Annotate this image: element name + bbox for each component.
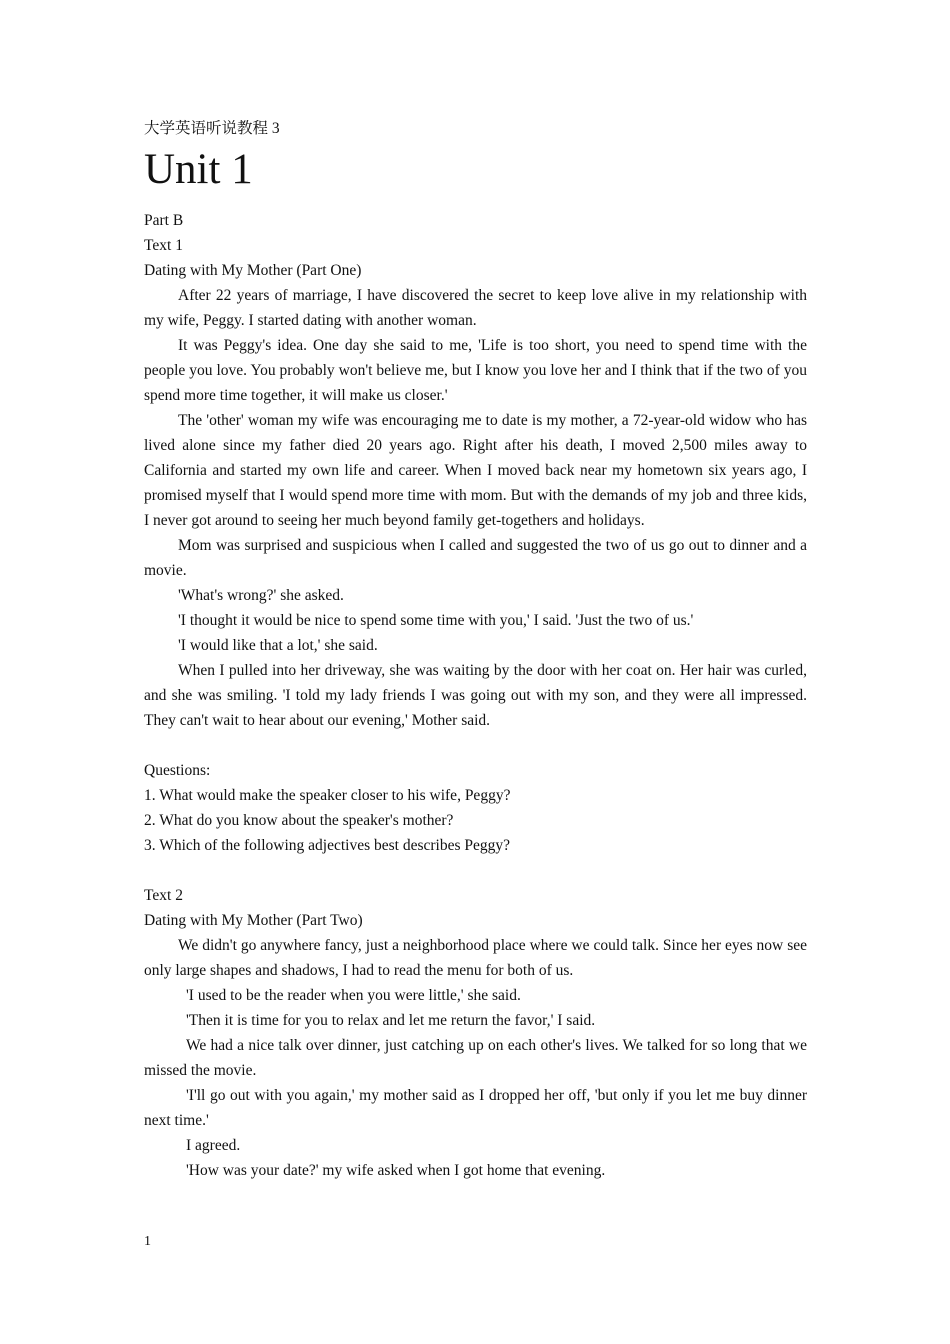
text2-paragraph: I agreed. bbox=[186, 1137, 241, 1154]
text1-paragraph: After 22 years of marriage, I have discovered the secret to keep love alive in my relationship with my wife, Peggy. I started dating with another woman. bbox=[144, 287, 807, 329]
text2-paragraph: We had a nice talk over dinner, just catching up on each other's lives. We talked for so long that we missed the movie. bbox=[144, 1037, 807, 1079]
text2-section bbox=[144, 883, 807, 1183]
text1-paragraph: The 'other' woman my wife was encouraging me to date is my mother, a 72-year-old widow who has lived alone since my father died 20 years ago. Right after his death, I moved 2,500 miles away to California and started my own life and career. When I moved back near my hometown six years ago, I promised myself that I would spend more time with mom. But with the demands of my job and three kids, I never got around to seeing her much beyond family get-togethers and holidays. bbox=[144, 412, 807, 529]
text2-paragraph: 'I'll go out with you again,' my mother said as I dropped her off, 'but only if you let me buy dinner next time.' bbox=[144, 1087, 807, 1129]
text2-paragraph: We didn't go anywhere fancy, just a neighborhood place where we could talk. Since her eyes now see only large shapes and shadows, I had to read the menu for both of us. bbox=[144, 937, 807, 979]
text1-paragraph: Mom was surprised and suspicious when I called and suggested the two of us go out to dinner and a movie. bbox=[144, 537, 807, 579]
questions-section bbox=[144, 758, 807, 858]
text1-section bbox=[144, 233, 807, 733]
text1-paragraph: When I pulled into her driveway, she was waiting by the door with her coat on. Her hair was curled, and she was smiling. 'I told my lady friends I was going out with my son, and they were all impressed. They can't wait to hear about our evening,' Mother said. bbox=[144, 662, 807, 729]
question-item: 2. What do you know about the speaker's mother? bbox=[144, 812, 454, 829]
text2-paragraph: 'How was your date?' my wife asked when I got home that evening. bbox=[186, 1162, 606, 1179]
text1-title: Dating with My Mother (Part One) bbox=[144, 262, 362, 279]
text1-paragraph: 'I would like that a lot,' she said. bbox=[178, 637, 378, 654]
course-title: 大学英语听说教程 3 bbox=[144, 120, 280, 137]
part-label: Part B bbox=[144, 212, 184, 229]
question-item: 1. What would make the speaker closer to his wife, Peggy? bbox=[144, 787, 511, 804]
text2-label: Text 2 bbox=[144, 887, 183, 904]
text1-label: Text 1 bbox=[144, 237, 183, 254]
questions-list bbox=[144, 783, 807, 858]
text2-title: Dating with My Mother (Part Two) bbox=[144, 912, 363, 929]
text1-paragraph: It was Peggy's idea. One day she said to me, 'Life is too short, you need to spend time with the people you love. You probably won't believe me, but I know you love her and I think that if the two of you spend more time together, it will make us closer.' bbox=[144, 337, 807, 404]
page-number: 1 bbox=[144, 1234, 151, 1249]
questions-label: Questions: bbox=[144, 762, 211, 779]
text2-paragraph: 'Then it is time for you to relax and let me return the favor,' I said. bbox=[186, 1012, 596, 1029]
question-item: 3. Which of the following adjectives best describes Peggy? bbox=[144, 837, 511, 854]
unit-title: Unit 1 bbox=[144, 146, 253, 193]
spacer bbox=[144, 858, 807, 883]
spacer bbox=[144, 733, 807, 758]
text2-paragraph: 'I used to be the reader when you were little,' she said. bbox=[186, 987, 521, 1004]
document-page bbox=[144, 116, 807, 1183]
text1-paragraph: 'I thought it would be nice to spend some time with you,' I said. 'Just the two of us.' bbox=[178, 612, 694, 629]
text1-paragraph: 'What's wrong?' she asked. bbox=[178, 587, 344, 604]
